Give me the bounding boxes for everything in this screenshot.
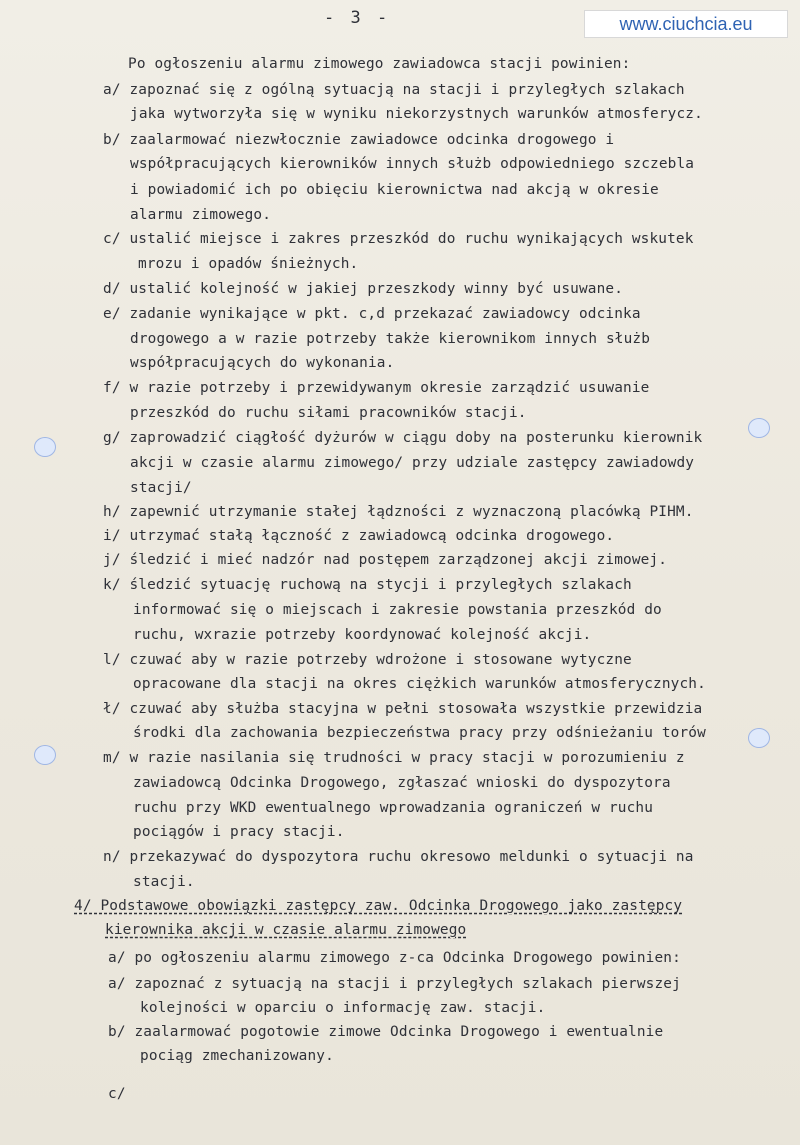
page-number: - 3 -: [324, 8, 391, 28]
text-line: ł/ czuwać aby służba stacyjna w pełni stosowała wszystkie przewidzia: [103, 701, 703, 717]
text-line: informować się o miejscach i zakresie powstania przeszkód do: [133, 602, 662, 618]
punch-hole-icon: [748, 418, 770, 438]
watermark-link[interactable]: www.ciuchcia.eu: [584, 10, 788, 38]
text-line: współpracujących kierowników innych służb odpowiedniego szczebla: [130, 156, 695, 172]
text-line: b/ zaalarmować pogotowie zimowe Odcinka Drogowego i ewentualnie: [108, 1024, 664, 1040]
text-line: pociągów i pracy stacji.: [133, 824, 345, 840]
text-line: a/ zapoznać się z ogólną sytuacją na stacji i przyległych szlakach: [103, 82, 685, 98]
punch-hole-icon: [34, 437, 56, 457]
text-line: d/ ustalić kolejność w jakiej przeszkody winny być usuwane.: [103, 281, 624, 297]
section-heading: 4/ Podstawowe obowiązki zastępcy zaw. Odcinka Drogowego jako zastępcy: [74, 898, 683, 914]
text-line: i powiadomić ich po obięciu kierownictwa nad akcją w okresie: [130, 182, 659, 198]
text-line: e/ zadanie wynikające w pkt. c,d przekazać zawiadowcy odcinka: [103, 306, 641, 322]
text-line: f/ w razie potrzeby i przewidywanym okresie zarządzić usuwanie: [103, 380, 650, 396]
text-line: b/ zaalarmować niezwłocznie zawiadowce odcinka drogowego i: [103, 132, 615, 148]
text-line: g/ zaprowadzić ciągłość dyżurów w ciągu doby na posterunku kierownik: [103, 430, 703, 446]
punch-hole-icon: [748, 728, 770, 748]
text-line: h/ zapewnić utrzymanie stałej łądzności z wyznaczoną placówką PIHM.: [103, 504, 694, 520]
text-line: środki dla zachowania bezpieczeństwa pracy przy odśnieżaniu torów: [133, 725, 706, 741]
text-line: j/ śledzić i mieć nadzór nad postępem zarządzonej akcji zimowej.: [103, 552, 668, 568]
text-line: kolejności w oparciu o informację zaw. stacji.: [140, 1000, 546, 1016]
text-line: jaka wytworzyła się w wyniku niekorzystnych warunków atmosferycz.: [130, 106, 703, 122]
text-line: alarmu zimowego.: [130, 207, 272, 223]
text-line: k/ śledzić sytuację ruchową na stycji i przyległych szlakach: [103, 577, 632, 593]
text-line: przeszkód do ruchu siłami pracowników stacji.: [130, 405, 527, 421]
text-line: pociąg zmechanizowany.: [140, 1048, 334, 1064]
text-line: stacji.: [133, 874, 195, 890]
text-line: zawiadowcą Odcinka Drogowego, zgłaszać wnioski do dyspozytora: [133, 775, 671, 791]
text-line: ruchu przy WKD ewentualnego wprowadzania ograniczeń w ruchu: [133, 800, 654, 816]
text-line: c/ ustalić miejsce i zakres przeszkód do ruchu wynikających wskutek: [103, 231, 694, 247]
text-line: stacji/: [130, 480, 192, 496]
text-line: akcji w czasie alarmu zimowego/ przy udziale zastępcy zawiadowdy: [130, 455, 695, 471]
text-line: m/ w razie nasilania się trudności w pracy stacji w porozumieniu z: [103, 750, 685, 766]
text-line: i/ utrzymać stałą łączność z zawiadowcą odcinka drogowego.: [103, 528, 615, 544]
text-line: mrozu i opadów śnieżnych.: [138, 256, 359, 272]
text-line: Po ogłoszeniu alarmu zimowego zawiadowca stacji powinien:: [128, 56, 631, 72]
text-line: a/ zapoznać z sytuacją na stacji i przyległych szlakach pierwszej: [108, 976, 681, 992]
text-line: a/ po ogłoszeniu alarmu zimowego z-ca Odcinka Drogowego powinien:: [108, 950, 681, 966]
text-line: c/: [108, 1086, 126, 1102]
section-heading: kierownika akcji w czasie alarmu zimowego: [105, 922, 467, 938]
text-line: współpracujących do wykonania.: [130, 355, 395, 371]
text-line: l/ czuwać aby w razie potrzeby wdrożone i stosowane wytyczne: [103, 652, 632, 668]
text-line: ruchu, wxrazie potrzeby koordynować kolejność akcji.: [133, 627, 592, 643]
text-line: n/ przekazywać do dyspozytora ruchu okresowo meldunki o sytuacji na: [103, 849, 694, 865]
text-line: opracowane dla stacji na okres ciężkich warunków atmosferycznych.: [133, 676, 706, 692]
text-line: drogowego a w razie potrzeby także kierownikom innych służb: [130, 331, 651, 347]
punch-hole-icon: [34, 745, 56, 765]
